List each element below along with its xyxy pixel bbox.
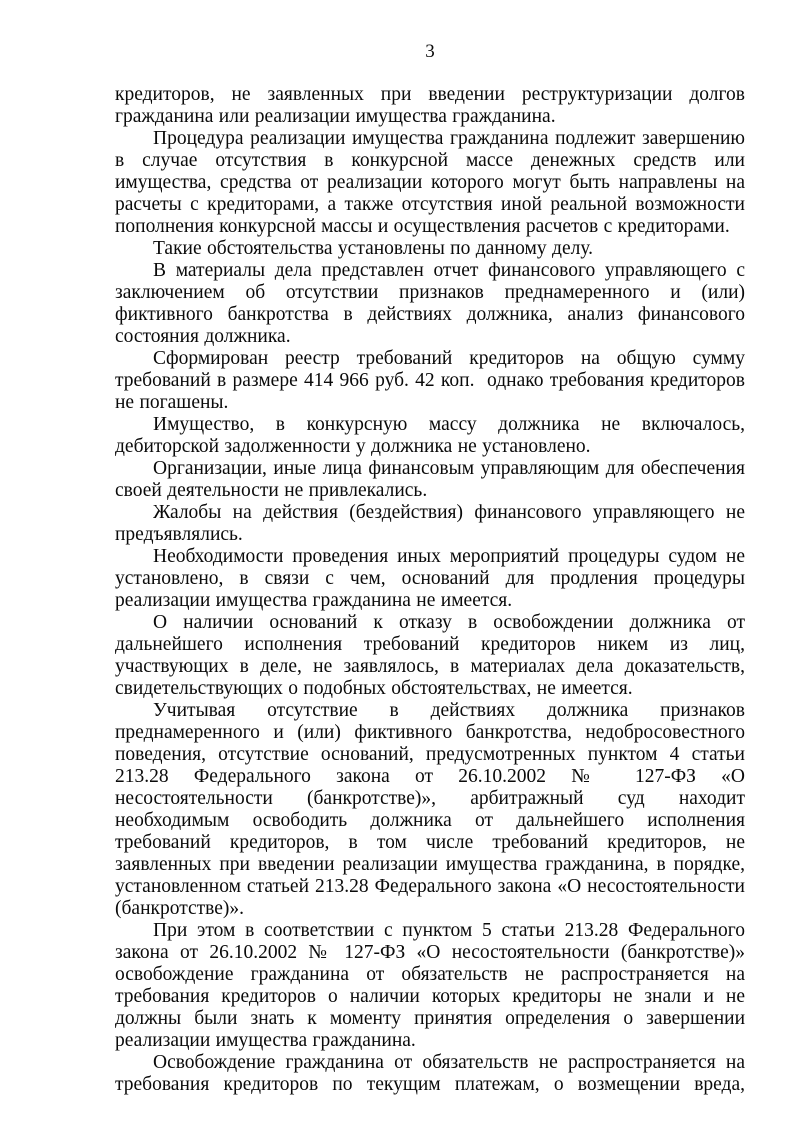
paragraph: Сформирован реестр требований кредиторов на общую сумму требований в размере 414 966 руб. 42 коп. однако требования кредиторов не погашены. xyxy=(115,348,745,413)
paragraph: Освобождение гражданина от обязательств не распространяется на требования кредиторов по текущим платежам, о возмещении вреда, xyxy=(115,1052,745,1095)
paragraph: Процедура реализации имущества гражданина подлежит завершению в случае отсутствия в конкурсной массе денежных средств или имущества, средства от реализации которого могут быть направлены на расчеты с кредиторами, а также отсутствия иной реальной возможности пополнения конкурсной массы и осуществления расчетов с кредиторами. xyxy=(115,128,745,237)
paragraph: Необходимости проведения иных мероприятий процедуры судом не установлено, в связи с чем, оснований для продления процедуры реализации имущества гражданина не имеется. xyxy=(115,546,745,611)
paragraph: О наличии оснований к отказу в освобождении должника от дальнейшего исполнения требований кредиторов никем из лиц, участвующих в деле, не заявлялось, в материалах дела доказательств, свидетельствующих о подобных обстоятельствах, не имеется. xyxy=(115,612,745,699)
paragraph: Имущество, в конкурсную массу должника не включалось, дебиторской задолженности у должника не установлено. xyxy=(115,414,745,457)
paragraph: Организации, иные лица финансовым управляющим для обеспечения своей деятельности не привлекались. xyxy=(115,458,745,501)
paragraph: При этом в соответствии с пунктом 5 статьи 213.28 Федерального закона от 26.10.2002 № 127-ФЗ «О несостоятельности (банкротстве)» освобождение гражданина от обязательств не распространяется на требования кредиторов о наличии которых кредиторы не знали и не должны были знать к моменту принятия определения о завершении реализации имущества гражданина. xyxy=(115,920,745,1051)
paragraph: В материалы дела представлен отчет финансового управляющего с заключением об отсутствии признаков преднамеренного и (или) фиктивного банкротства в действиях должника, анализ финансового состояния должника. xyxy=(115,260,745,347)
paragraph: Такие обстоятельства установлены по данному делу. xyxy=(153,238,594,259)
paragraph: Жалобы на действия (бездействия) финансового управляющего не предъявлялись. xyxy=(115,502,745,545)
paragraph: кредиторов, не заявленных при введении реструктуризации долгов гражданина или реализации имущества гражданина. xyxy=(115,84,745,127)
page-number: 3 xyxy=(425,41,435,62)
paragraph: Учитывая отсутствие в действиях должника признаков преднамеренного и (или) фиктивного банкротства, недобросовестного поведения, отсутствие оснований, предусмотренных пунктом 4 статьи 213.28 Федерального закона от 26.10.2002 № 127-ФЗ «О несостоятельности (банкротстве)», арбитражный суд находит необходимым освободить должника от дальнейшего исполнения требований кредиторов, в том числе требований кредиторов, не заявленных при введении реализации имущества гражданина, в порядке, установленном статьей 213.28 Федерального закона «О несостоятельности (банкротстве)». xyxy=(115,700,745,919)
document-body xyxy=(115,84,745,1096)
